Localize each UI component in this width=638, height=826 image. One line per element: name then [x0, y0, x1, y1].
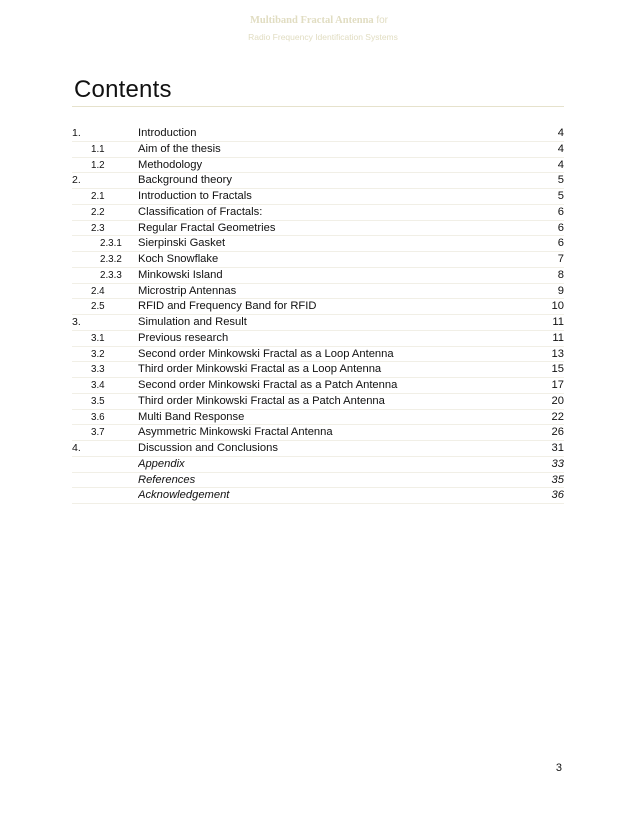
toc-entry-number: 3.3: [91, 364, 105, 376]
toc-entry-page[interactable]: 7: [557, 253, 564, 265]
toc-entry[interactable]: [72, 331, 564, 347]
toc-entry-page[interactable]: 5: [557, 174, 564, 187]
toc-entry-page[interactable]: 8: [557, 268, 564, 281]
toc-entry-number: 2.: [72, 174, 81, 187]
contents-heading: Contents: [74, 76, 172, 103]
running-header: [0, 14, 638, 44]
toc-entry-number: 2.1: [91, 191, 105, 202]
toc-entry-number: 2.3: [91, 222, 105, 234]
toc-entry[interactable]: [72, 473, 564, 489]
toc-entry[interactable]: [72, 394, 564, 410]
toc-entry-number: 3.1: [91, 332, 105, 344]
toc-entry-title[interactable]: Aim of the thesis: [138, 142, 221, 155]
toc-entry-title[interactable]: Background theory: [138, 174, 232, 187]
page-number: 3: [555, 762, 562, 774]
header-subtitle: Radio Frequency Identification Systems: [248, 32, 398, 42]
toc-entry-page[interactable]: 4: [557, 142, 564, 155]
header-title: [0, 14, 638, 28]
toc-entry-title[interactable]: Previous research: [138, 331, 229, 344]
toc-entry-page[interactable]: 26: [551, 426, 564, 439]
toc-entry-title[interactable]: Third order Minkowski Fractal as a Patch Antenna: [138, 394, 385, 407]
toc-entry-title[interactable]: Koch Snowflake: [138, 253, 219, 265]
toc-entry-title[interactable]: Introduction to Fractals: [138, 190, 252, 202]
toc-entry[interactable]: [72, 362, 564, 378]
table-of-contents: [72, 126, 564, 504]
toc-entry-page[interactable]: 20: [551, 394, 564, 407]
toc-entry-number: 3.5: [91, 395, 105, 407]
toc-entry[interactable]: [72, 457, 564, 473]
toc-entry-number: 1.1: [91, 143, 105, 155]
toc-entry[interactable]: [72, 189, 564, 205]
toc-entry-page[interactable]: 4: [557, 158, 564, 171]
toc-entry[interactable]: [72, 268, 564, 284]
toc-entry-page[interactable]: 9: [557, 284, 564, 297]
toc-entry-number: 3.6: [91, 411, 105, 423]
toc-entry-number: 3.2: [91, 348, 105, 360]
toc-entry-title[interactable]: Appendix: [138, 457, 185, 470]
toc-entry-page[interactable]: 36: [551, 489, 564, 502]
toc-entry-page[interactable]: 6: [557, 237, 564, 250]
toc-entry[interactable]: [72, 284, 564, 300]
toc-entry-page[interactable]: 4: [557, 127, 564, 139]
toc-entry-number: 1.2: [91, 159, 105, 171]
heading-divider: [72, 106, 564, 107]
toc-entry-number: 2.3.1: [100, 238, 122, 250]
toc-entry-number: 2.3.2: [100, 254, 122, 265]
toc-entry[interactable]: [72, 221, 564, 237]
toc-entry-page[interactable]: 11: [552, 316, 564, 328]
toc-entry-title[interactable]: Classification of Fractals:: [138, 205, 263, 218]
toc-entry-number: 4.: [72, 442, 81, 454]
toc-entry-page[interactable]: 13: [551, 347, 564, 360]
toc-entry-page[interactable]: 33: [551, 457, 564, 470]
toc-entry[interactable]: [72, 205, 564, 221]
toc-entry-title[interactable]: Minkowski Island: [138, 268, 223, 281]
toc-entry-number: 2.5: [91, 301, 105, 313]
toc-entry[interactable]: [72, 158, 564, 174]
toc-entry[interactable]: [72, 236, 564, 252]
toc-entry[interactable]: [72, 347, 564, 363]
toc-entry-title[interactable]: Regular Fractal Geometries: [138, 221, 276, 234]
toc-entry[interactable]: [72, 488, 564, 504]
toc-entry[interactable]: [72, 441, 564, 457]
toc-entry-title[interactable]: Introduction: [138, 127, 197, 139]
toc-entry-number: 2.3.3: [100, 269, 122, 281]
toc-entry-page[interactable]: 22: [551, 410, 564, 423]
toc-entry-page[interactable]: 17: [551, 379, 564, 391]
toc-entry-title[interactable]: Microstrip Antennas: [138, 284, 237, 297]
toc-entry[interactable]: [72, 425, 564, 441]
toc-entry-number: 1.: [72, 127, 81, 139]
toc-entry[interactable]: [72, 410, 564, 426]
toc-entry-title[interactable]: Second order Minkowski Fractal as a Loop Antenna: [138, 347, 394, 360]
toc-entry-title[interactable]: Discussion and Conclusions: [138, 442, 278, 454]
toc-entry-page[interactable]: 15: [551, 363, 564, 376]
toc-entry-title[interactable]: References: [138, 473, 196, 486]
toc-entry-title[interactable]: Multi Band Response: [138, 410, 245, 423]
toc-entry-number: 3.4: [91, 380, 105, 391]
toc-entry-page[interactable]: 10: [551, 300, 564, 313]
toc-entry-title[interactable]: RFID and Frequency Band for RFID: [138, 300, 317, 313]
toc-entry-title[interactable]: Methodology: [138, 158, 203, 171]
toc-entry[interactable]: [72, 126, 564, 142]
toc-entry[interactable]: [72, 315, 564, 331]
toc-entry-title[interactable]: Third order Minkowski Fractal as a Loop Antenna: [138, 363, 382, 376]
toc-entry-number: 2.4: [91, 285, 105, 297]
toc-entry-title[interactable]: Asymmetric Minkowski Fractal Antenna: [138, 426, 333, 439]
header-title-bold: Multiband Fractal Antenna: [250, 15, 374, 26]
toc-entry-title[interactable]: Simulation and Result: [138, 316, 247, 328]
toc-entry[interactable]: [72, 142, 564, 158]
toc-entry-page[interactable]: 5: [557, 190, 564, 202]
toc-entry-title[interactable]: Second order Minkowski Fractal as a Patch Antenna: [138, 379, 398, 391]
toc-entry[interactable]: [72, 173, 564, 189]
toc-entry-page[interactable]: 6: [557, 221, 564, 234]
toc-entry-title[interactable]: Sierpinski Gasket: [138, 237, 226, 250]
toc-entry-page[interactable]: 31: [551, 442, 564, 454]
toc-entry-page[interactable]: 6: [557, 205, 564, 218]
toc-entry-number: 2.2: [91, 206, 105, 218]
toc-entry[interactable]: [72, 378, 564, 394]
toc-entry[interactable]: [72, 299, 564, 315]
toc-entry-number: 3.7: [91, 427, 105, 439]
toc-entry-page[interactable]: 35: [551, 473, 564, 486]
toc-entry-page[interactable]: 11: [552, 331, 564, 344]
toc-entry-number: 3.: [72, 316, 81, 328]
header-title-suffix: for: [376, 15, 388, 26]
toc-entry[interactable]: [72, 252, 564, 268]
toc-entry-title[interactable]: Acknowledgement: [138, 489, 230, 502]
